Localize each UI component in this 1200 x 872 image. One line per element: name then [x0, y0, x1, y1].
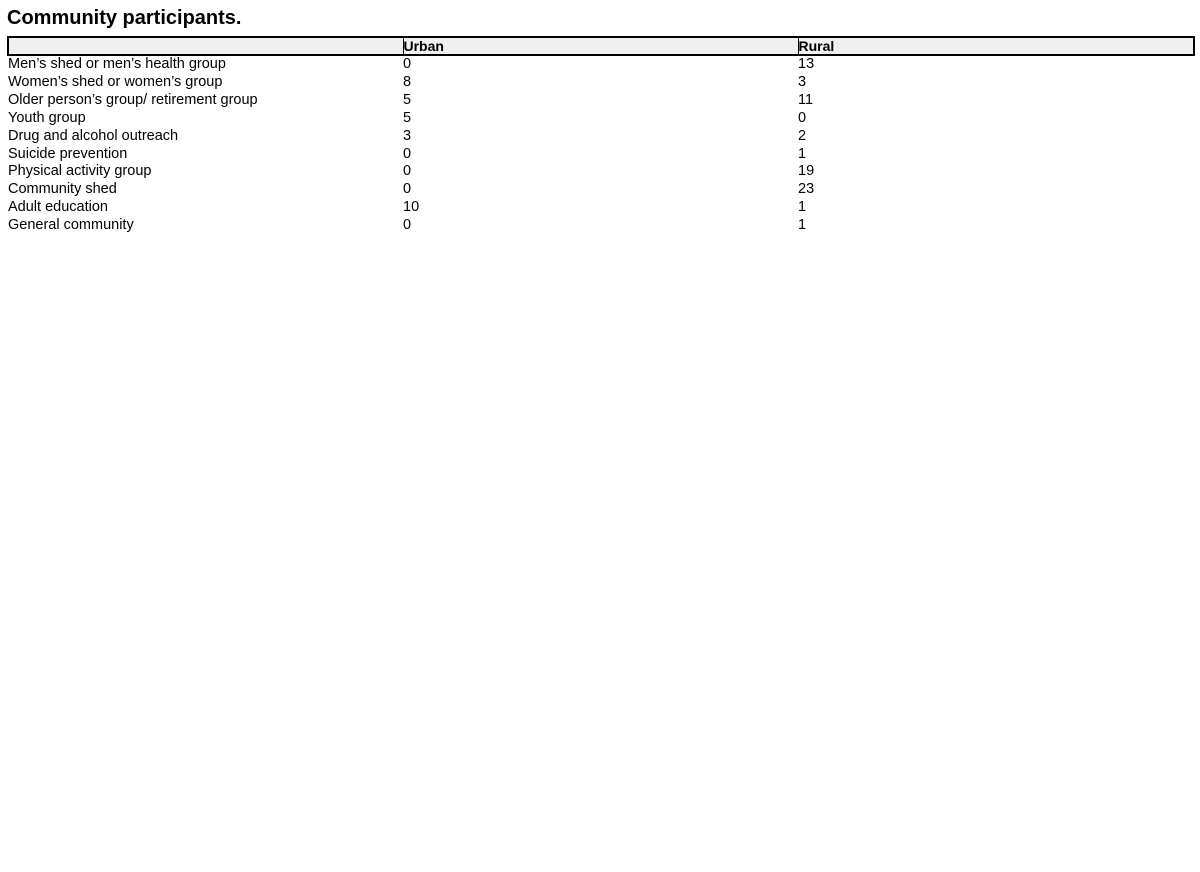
rural-value: 13 [798, 56, 815, 72]
document-title: Community participants. [7, 7, 242, 29]
urban-value: 10 [403, 199, 420, 216]
rural-value: 1 [798, 199, 807, 216]
row-label: Women’s shed or women’s group [8, 73, 223, 90]
rural-value: 1 [798, 217, 807, 234]
row-label: Adult education [8, 199, 108, 216]
table-row [8, 92, 1194, 110]
rural-value: 11 [798, 91, 814, 108]
table-row [8, 217, 1194, 235]
rural-value: 1 [798, 145, 807, 162]
table-row [8, 110, 1194, 128]
rural-value: 23 [798, 181, 815, 198]
urban-value: 0 [403, 217, 412, 234]
table-header-row [8, 37, 1194, 55]
table-body [8, 55, 1194, 235]
row-label: Suicide prevention [8, 145, 128, 162]
row-label: General community [8, 217, 134, 234]
table-row [8, 146, 1194, 164]
row-label: Youth group [8, 109, 86, 126]
row-label: Drug and alcohol outreach [8, 127, 179, 144]
rural-value: 2 [798, 127, 807, 144]
row-label: Older person’s group/ retirement group [8, 91, 258, 108]
rural-value: 3 [798, 73, 807, 90]
table-row [8, 74, 1194, 92]
participants-table [7, 36, 1195, 235]
table-row [8, 181, 1194, 199]
urban-value: 5 [403, 91, 412, 108]
row-label: Men’s shed or men’s health group [8, 56, 226, 72]
row-label: Community shed [8, 181, 117, 198]
table-header [8, 37, 1194, 55]
urban-value: 0 [403, 56, 412, 72]
table-row [8, 55, 1194, 74]
header-label-column [8, 37, 403, 55]
header-rural: Rural [798, 37, 1194, 55]
rural-value: 19 [798, 163, 815, 180]
header-urban: Urban [403, 37, 798, 55]
urban-value: 0 [403, 163, 412, 180]
rural-value: 0 [798, 109, 807, 126]
urban-value: 5 [403, 109, 412, 126]
urban-value: 8 [403, 73, 412, 90]
urban-value: 3 [403, 127, 412, 144]
urban-value: 0 [403, 145, 412, 162]
table-row [8, 163, 1194, 181]
table-row [8, 199, 1194, 217]
table-row [8, 128, 1194, 146]
urban-value: 0 [403, 181, 412, 198]
row-label: Physical activity group [8, 163, 152, 180]
